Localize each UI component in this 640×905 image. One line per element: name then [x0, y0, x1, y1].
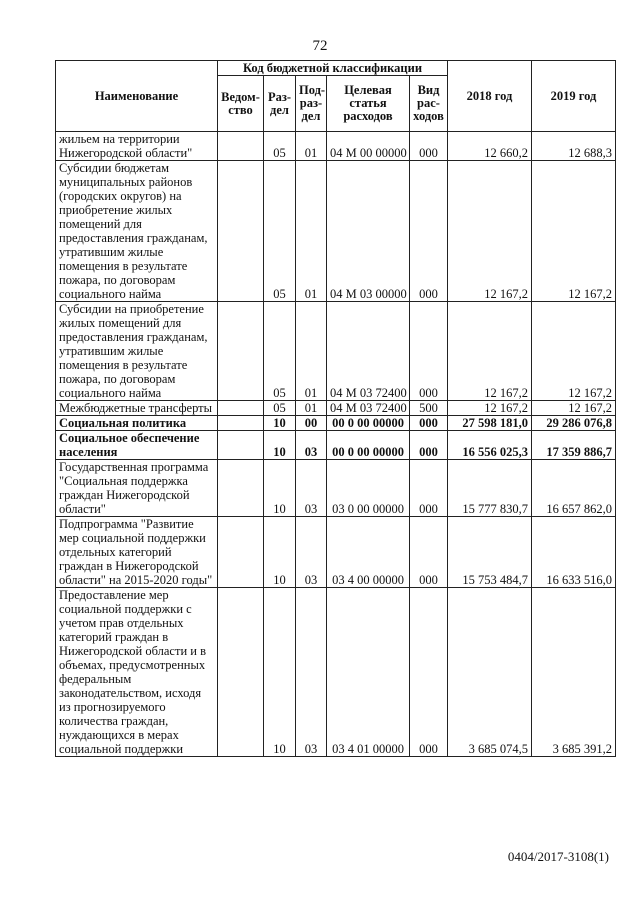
row-podrazdel-cell: 03 [296, 588, 327, 757]
row-vid-cell: 000 [410, 588, 448, 757]
row-statya-cell: 03 4 01 00000 [327, 588, 410, 757]
header-vid: Вид рас-ходов [410, 76, 448, 132]
row-vid-cell: 000 [410, 132, 448, 161]
header-classification-group: Код бюджетной классификации [218, 61, 448, 76]
row-2019-cell: 12 688,3 [532, 132, 616, 161]
row-2019-cell: 29 286 076,8 [532, 416, 616, 431]
row-razdel-cell: 10 [264, 416, 296, 431]
table-row [56, 401, 616, 416]
row-vedomstvo-cell [218, 588, 264, 757]
document-number: 0404/2017-3108(1) [507, 849, 609, 864]
row-name-cell: Субсидии бюджетам муниципальных районов (городских округов) на приобретение жилых помещений для предоставления гражданам, утратившим жилые помещения в результате пожара, по договорам социального найма [56, 161, 218, 302]
row-name-cell: Подпрограмма "Развитие мер социальной поддержки отдельных категорий граждан в Нижегородской области" на 2015-2020 годы" [56, 517, 218, 588]
row-vedomstvo-cell [218, 517, 264, 588]
row-2019-cell: 16 633 516,0 [532, 517, 616, 588]
header-razdel: Раз-дел [264, 76, 296, 132]
row-vid-cell: 000 [410, 431, 448, 460]
row-razdel-cell: 05 [264, 401, 296, 416]
row-razdel-cell: 10 [264, 460, 296, 517]
row-2019-cell: 12 167,2 [532, 161, 616, 302]
row-vedomstvo-cell [218, 416, 264, 431]
row-statya-cell: 03 4 00 00000 [327, 517, 410, 588]
row-2018-cell: 16 556 025,3 [448, 431, 532, 460]
row-vedomstvo-cell [218, 161, 264, 302]
table-row [56, 302, 616, 401]
table-row [56, 431, 616, 460]
page-number: 72 [312, 38, 328, 54]
row-vedomstvo-cell [218, 302, 264, 401]
row-name-cell: Предоставление мер социальной поддержки с учетом прав отдельных категорий граждан в Нижегородской области и в объемах, предусмотренных федеральным законодательством, исходя из прогнозируемого количества граждан, нуждающихся в мерах социальной поддержки [56, 588, 218, 757]
row-vid-cell: 000 [410, 161, 448, 302]
row-2019-cell: 3 685 391,2 [532, 588, 616, 757]
row-2018-cell: 12 167,2 [448, 302, 532, 401]
row-name-cell: Межбюджетные трансферты [56, 401, 218, 416]
row-name-cell: Социальная политика [56, 416, 218, 431]
row-2019-cell: 12 167,2 [532, 401, 616, 416]
row-2019-cell: 16 657 862,0 [532, 460, 616, 517]
table-row [56, 460, 616, 517]
row-2018-cell: 27 598 181,0 [448, 416, 532, 431]
row-2018-cell: 12 167,2 [448, 401, 532, 416]
row-vid-cell: 500 [410, 401, 448, 416]
row-vid-cell: 000 [410, 416, 448, 431]
table-row [56, 161, 616, 302]
table-row [56, 416, 616, 431]
table-row [56, 517, 616, 588]
row-statya-cell: 00 0 00 00000 [327, 416, 410, 431]
row-vedomstvo-cell [218, 401, 264, 416]
row-statya-cell: 04 М 03 72400 [327, 302, 410, 401]
table-row [56, 588, 616, 757]
row-vid-cell: 000 [410, 517, 448, 588]
row-2018-cell: 15 753 484,7 [448, 517, 532, 588]
header-name: Наименование [56, 61, 218, 132]
row-podrazdel-cell: 03 [296, 431, 327, 460]
row-2018-cell: 12 167,2 [448, 161, 532, 302]
row-statya-cell: 03 0 00 00000 [327, 460, 410, 517]
header-podrazdel: Под-раз-дел [296, 76, 327, 132]
row-2018-cell: 15 777 830,7 [448, 460, 532, 517]
budget-table [55, 60, 616, 757]
row-podrazdel-cell: 01 [296, 132, 327, 161]
row-2019-cell: 12 167,2 [532, 302, 616, 401]
row-statya-cell: 00 0 00 00000 [327, 431, 410, 460]
row-podrazdel-cell: 03 [296, 517, 327, 588]
row-razdel-cell: 05 [264, 132, 296, 161]
row-statya-cell: 04 М 03 00000 [327, 161, 410, 302]
row-podrazdel-cell: 01 [296, 401, 327, 416]
table-row [56, 132, 616, 161]
row-name-cell: Социальное обеспечение населения [56, 431, 218, 460]
row-podrazdel-cell: 00 [296, 416, 327, 431]
row-vedomstvo-cell [218, 460, 264, 517]
row-2019-cell: 17 359 886,7 [532, 431, 616, 460]
row-vedomstvo-cell [218, 431, 264, 460]
row-2018-cell: 12 660,2 [448, 132, 532, 161]
row-statya-cell: 04 М 00 00000 [327, 132, 410, 161]
row-name-cell: Государственная программа "Социальная поддержка граждан Нижегородской области" [56, 460, 218, 517]
row-vedomstvo-cell [218, 132, 264, 161]
header-statya: Целевая статья расходов [327, 76, 410, 132]
row-razdel-cell: 10 [264, 517, 296, 588]
row-razdel-cell: 05 [264, 161, 296, 302]
row-statya-cell: 04 М 03 72400 [327, 401, 410, 416]
row-podrazdel-cell: 01 [296, 161, 327, 302]
row-vid-cell: 000 [410, 302, 448, 401]
row-razdel-cell: 05 [264, 302, 296, 401]
header-vedomstvo: Ведом-ство [218, 76, 264, 132]
header-2018: 2018 год [448, 61, 532, 132]
row-name-cell: жильем на территории Нижегородской области" [56, 132, 218, 161]
row-name-cell: Субсидии на приобретение жилых помещений для предоставления гражданам, утратившим жилые помещения в результате пожара, по договорам социального найма [56, 302, 218, 401]
header-2019: 2019 год [532, 61, 616, 132]
row-2018-cell: 3 685 074,5 [448, 588, 532, 757]
row-podrazdel-cell: 01 [296, 302, 327, 401]
row-razdel-cell: 10 [264, 431, 296, 460]
row-vid-cell: 000 [410, 460, 448, 517]
row-podrazdel-cell: 03 [296, 460, 327, 517]
row-razdel-cell: 10 [264, 588, 296, 757]
